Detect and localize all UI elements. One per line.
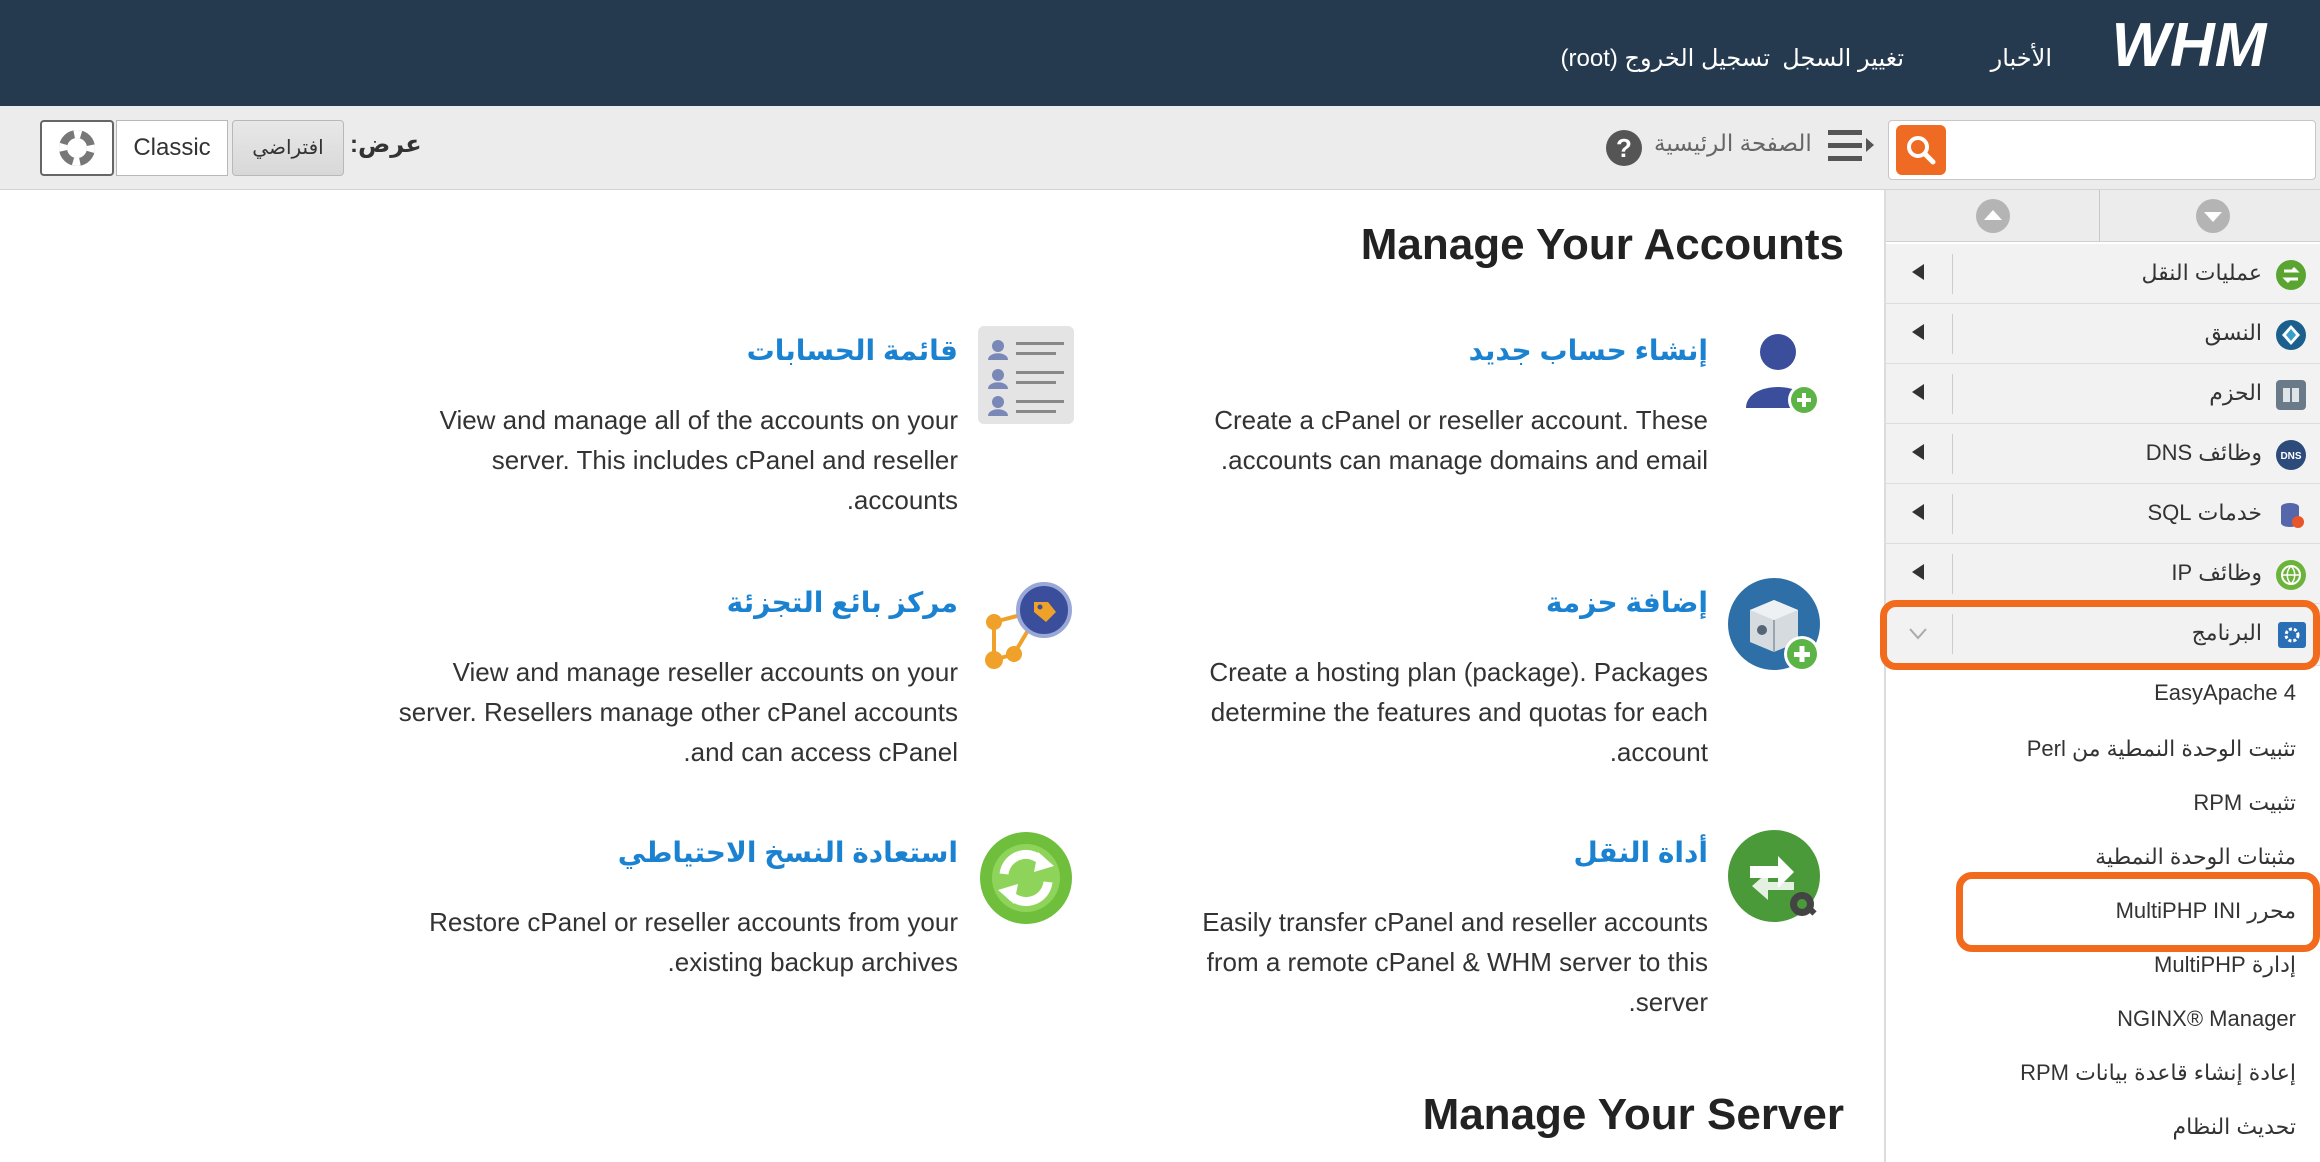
view-classic-button[interactable]: Classic [116, 120, 228, 176]
add-package-description: Create a hosting plan (package). Packages determine the features and quotas for each account. [1209, 657, 1708, 767]
sidebar-category-transfers[interactable] [1886, 244, 2320, 304]
list-accounts-link[interactable]: قائمة الحسابات [746, 335, 958, 366]
help-icon[interactable]: ? [1606, 130, 1642, 166]
search-button[interactable] [1896, 125, 1946, 175]
sidebar-category-themes[interactable] [1886, 304, 2320, 364]
chevron-left-icon [1912, 444, 1924, 460]
sidebar-item-multiphp-manager[interactable]: إدارة MultiPHP [2154, 952, 2296, 977]
create-account-description: Create a cPanel or reseller account. These accounts can manage domains and email. [1214, 405, 1708, 475]
view-label: عرض: [350, 131, 422, 158]
add-user-icon[interactable] [1740, 328, 1826, 420]
sidebar-category-label: وظائف IP [2171, 560, 2262, 585]
sidebar-category-label: وظائف DNS [2145, 440, 2262, 465]
highlight-software-category [1880, 600, 2320, 670]
dns-icon [2276, 440, 2306, 470]
transfer-tool-icon[interactable] [1728, 830, 1824, 926]
view-default-button[interactable]: افتراضي [232, 120, 344, 176]
account-list-icon[interactable] [978, 326, 1074, 424]
whm-logo-text: WHM [2111, 14, 2267, 78]
theme-icon [2276, 320, 2306, 350]
backup-restore-icon[interactable] [978, 830, 1074, 926]
backup-restore-link[interactable]: استعادة النسخ الاحتياطي [617, 837, 958, 868]
breadcrumb-home[interactable]: الصفحة الرئيسية [1654, 130, 1812, 156]
sidebar-category-label: خدمات SQL [2147, 500, 2262, 525]
add-package-link[interactable]: إضافة حزمة [1545, 587, 1708, 618]
transfer-tool-link[interactable]: أداة النقل [1573, 837, 1708, 868]
menu-toggle-button[interactable] [1826, 124, 1876, 168]
transfer-tool-description: Easily transfer cPanel and reseller accounts from a remote cPanel & WHM server to this server. [1202, 907, 1708, 1017]
globe-icon [2276, 560, 2306, 590]
sidebar-category-dns[interactable] [1886, 424, 2320, 484]
sidebar-category-label: البرنامج [2191, 620, 2262, 645]
sidebar-category-sql[interactable] [1886, 484, 2320, 544]
lifebuoy-icon [42, 122, 112, 174]
create-account-link[interactable]: إنشاء حساب جديد [1468, 335, 1708, 366]
search-input[interactable] [1948, 126, 2308, 174]
chevron-left-icon [1912, 384, 1924, 400]
nav-logout[interactable]: تسجيل الخروج (root) [1560, 45, 1770, 72]
support-button[interactable] [40, 120, 114, 176]
nav-change-log[interactable]: تغيير السجل [1782, 45, 1904, 72]
reseller-center-description: View and manage reseller accounts on your server. Resellers manage other cPanel accounts and can access cPanel. [398, 657, 958, 767]
arrow-down-icon [2106, 190, 2320, 242]
search-icon [1896, 125, 1946, 175]
sidebar-item-multiphp-ini-editor[interactable]: محرر MultiPHP INI [2115, 898, 2296, 923]
sidebar-item-module-installers[interactable]: مثبتات الوحدة النمطية [2095, 844, 2296, 869]
section-title-accounts: Manage Your Accounts [1360, 220, 1844, 269]
chevron-left-icon [1912, 324, 1924, 340]
sidebar-item-install-rpm[interactable]: تثبيت RPM [2193, 790, 2296, 815]
menu-collapse-icon [1826, 124, 1876, 168]
list-accounts-description: View and manage all of the accounts on your server. This includes cPanel and reseller accounts. [439, 405, 958, 515]
sidebar-scroll-controls [1886, 190, 2320, 242]
section-title-server: Manage Your Server [1422, 1090, 1844, 1139]
sidebar-category-label: النسق [2204, 320, 2262, 345]
sidebar-category-ip[interactable] [1886, 544, 2320, 604]
sidebar-category-label: الحزم [2209, 380, 2262, 405]
sidebar-category-label: عمليات النقل [2141, 260, 2262, 285]
chevron-left-icon [1912, 264, 1924, 280]
transfer-icon [2276, 260, 2306, 290]
scroll-up-button[interactable] [1886, 190, 2100, 242]
sidebar-item-perl-modules[interactable]: تثبيت الوحدة النمطية من Perl [2026, 736, 2296, 761]
package-icon [2276, 380, 2306, 410]
whm-logo[interactable] [2086, 14, 2292, 78]
chevron-left-icon [1912, 504, 1924, 520]
reseller-center-link[interactable]: مركز بائع التجزئة [726, 587, 958, 618]
nav-news[interactable]: الأخبار [1990, 45, 2052, 72]
sidebar-item-system-update[interactable]: تحديث النظام [2172, 1114, 2296, 1139]
sidebar-item-rebuild-rpm-db[interactable]: إعادة إنشاء قاعدة بيانات RPM [2020, 1060, 2296, 1085]
reseller-center-icon[interactable] [978, 580, 1074, 676]
highlight-multiphp-ini-editor [1956, 872, 2320, 952]
backup-restore-description: Restore cPanel or reseller accounts from your existing backup archives. [429, 907, 958, 977]
scroll-down-button[interactable] [2106, 190, 2320, 242]
sidebar-category-packages[interactable] [1886, 364, 2320, 424]
svg-text:DNS: DNS [2280, 451, 2302, 462]
sidebar-item-nginx-manager[interactable]: NGINX® Manager [2117, 1006, 2296, 1031]
top-header [0, 0, 2320, 106]
database-icon [2276, 500, 2306, 530]
add-package-icon[interactable] [1728, 578, 1826, 676]
chevron-left-icon [1912, 564, 1924, 580]
arrow-up-icon [1886, 190, 2100, 242]
sidebar-item-easyapache4[interactable]: EasyApache 4 [2154, 680, 2296, 705]
